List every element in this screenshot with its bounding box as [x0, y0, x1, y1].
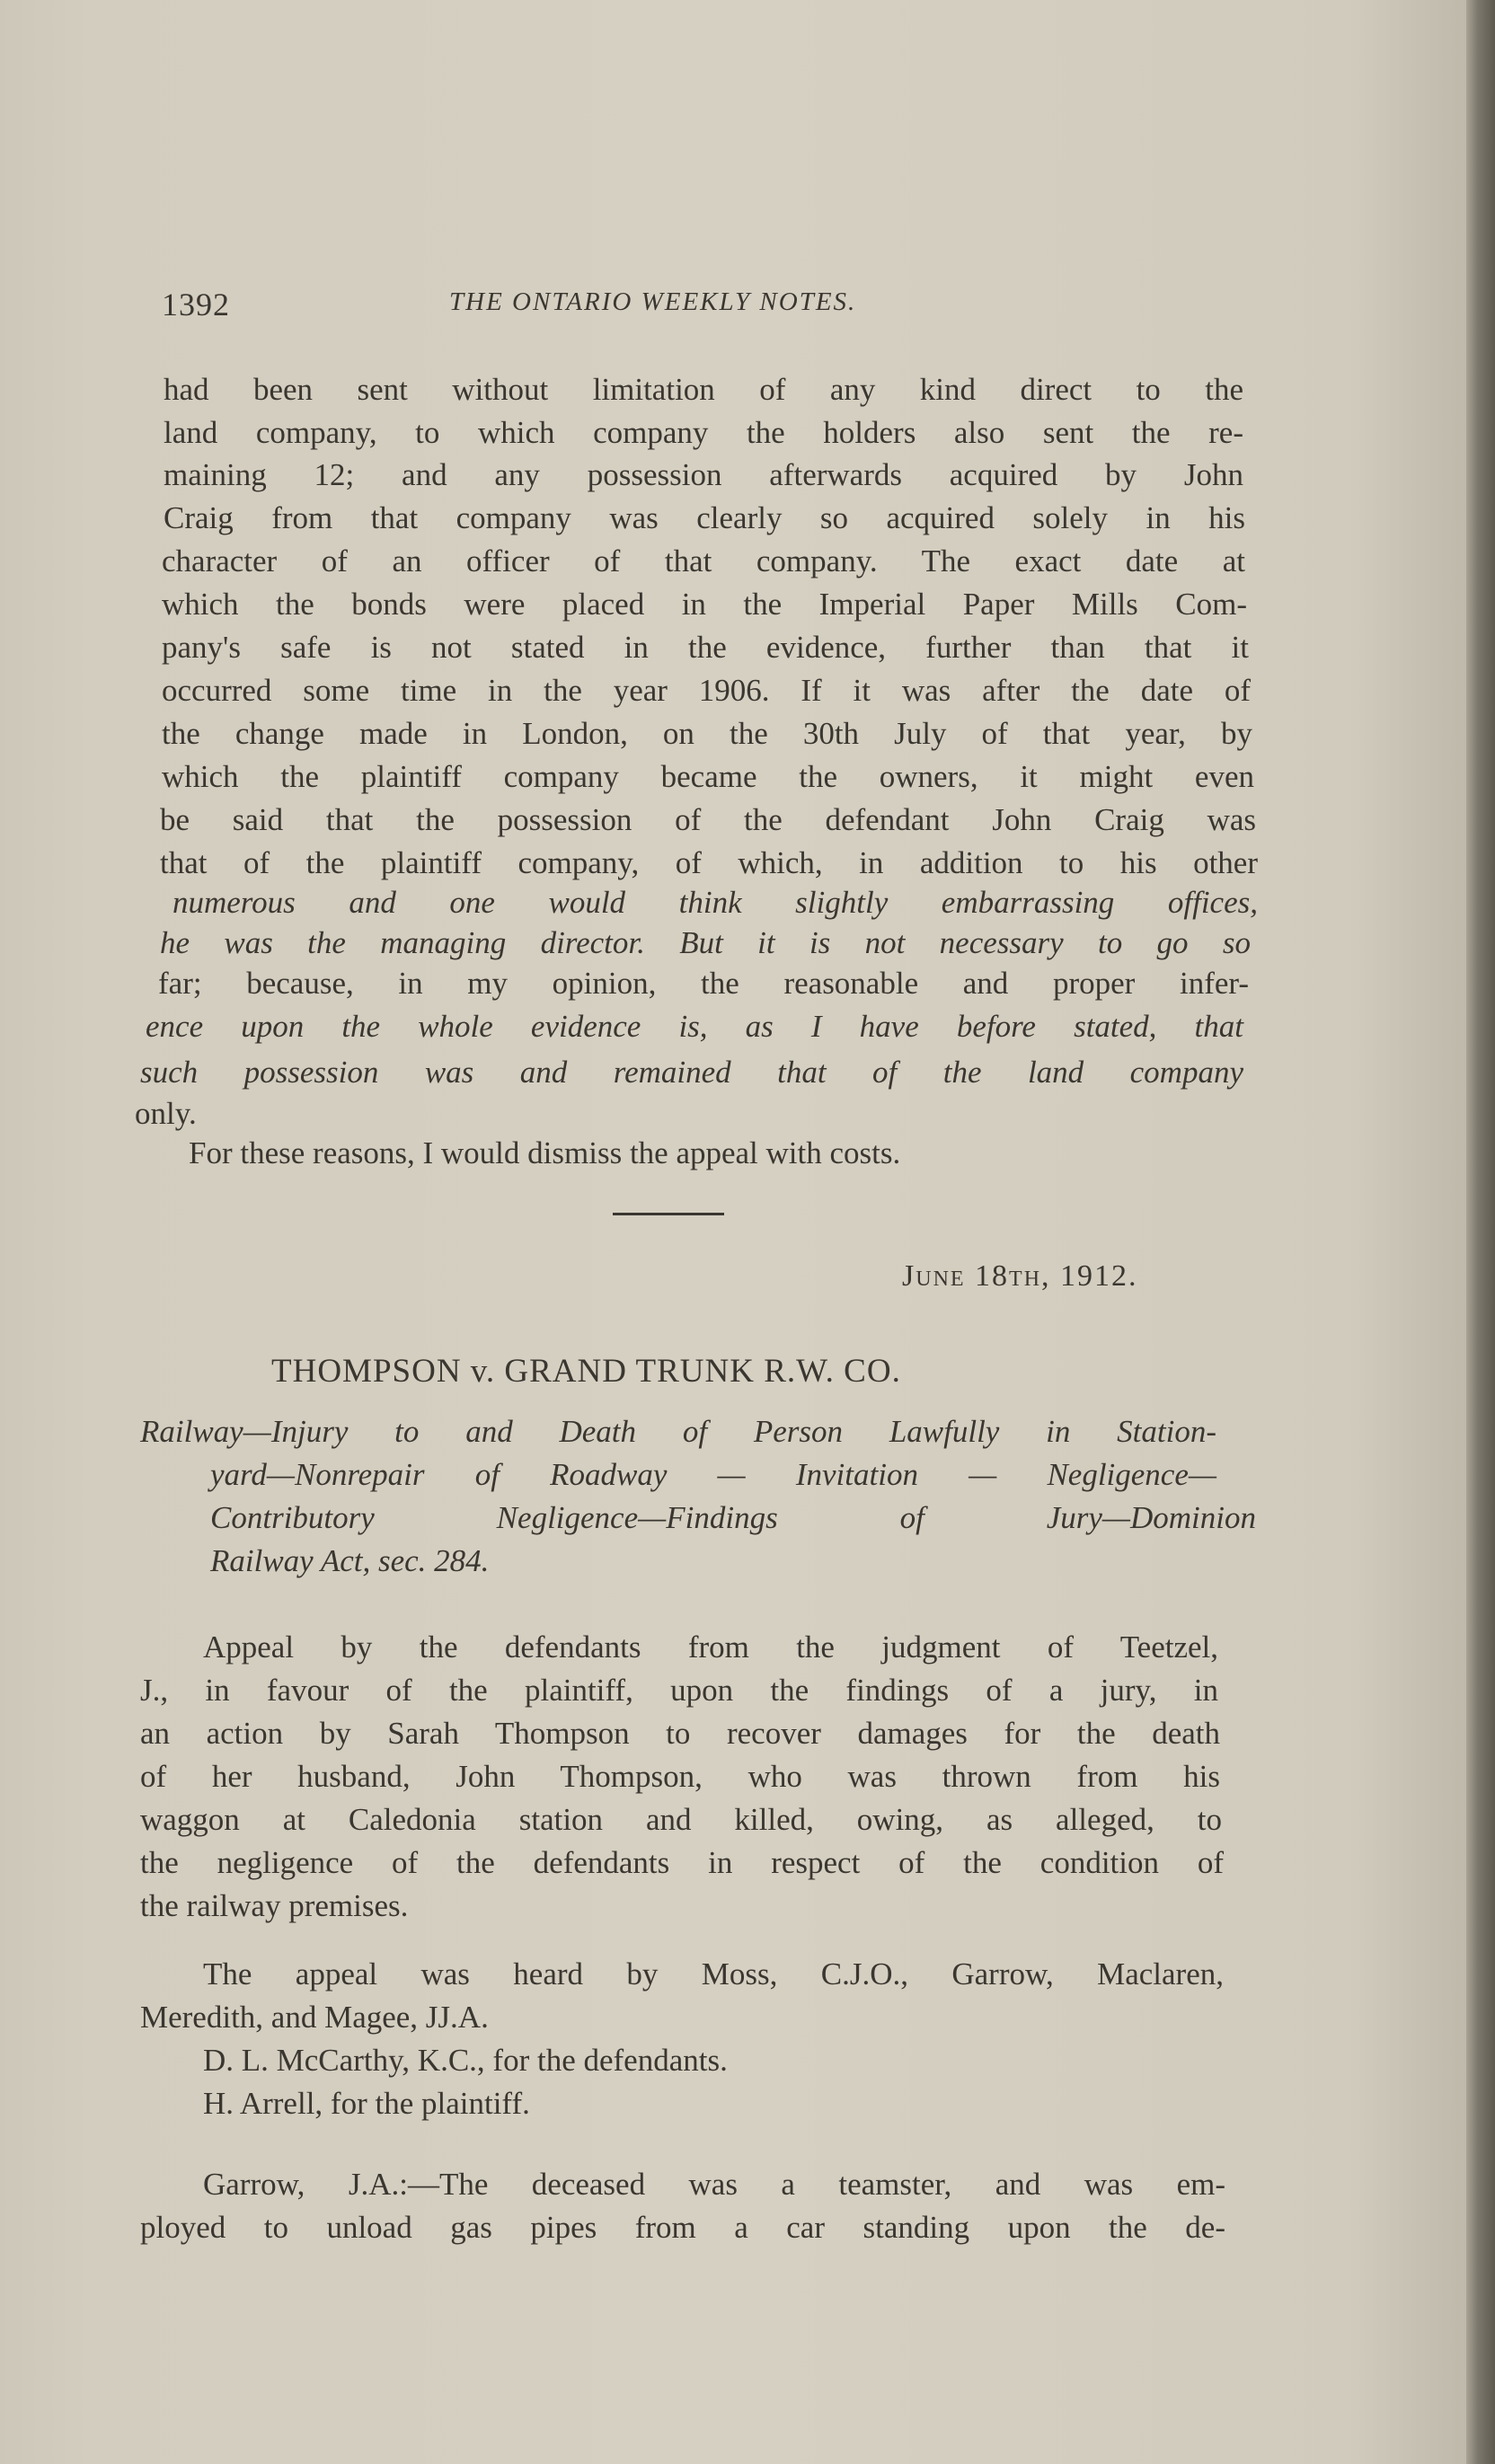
book-spine-edge — [1466, 0, 1495, 2464]
text-line: Garrow, J.A.:—The deceased was a teamster, and was em- — [203, 2167, 1225, 2202]
text-line: be said that the possession of the defendant John Craig was — [160, 802, 1256, 837]
headnote-line: yard—Nonrepair of Roadway — Invitation — Negligence— — [210, 1457, 1216, 1492]
text-line: Appeal by the defendants from the judgment of Teetzel, — [203, 1629, 1218, 1665]
text-line: that of the plaintiff company, of which, in addition to his other — [160, 845, 1258, 880]
text-line: character of an officer of that company. The exact date at — [162, 543, 1245, 578]
text-line: land company, to which company the holders also sent the re- — [164, 415, 1243, 450]
text-line: the change made in London, on the 30th July of that year, by — [162, 716, 1252, 751]
text-line: the railway premises. — [140, 1888, 409, 1923]
text-line: which the bonds were placed in the Imperial Paper Mills Com- — [162, 587, 1247, 622]
text-line: Meredith, and Magee, JJ.A. — [140, 2000, 489, 2035]
text-line: had been sent without limitation of any kind direct to the — [164, 372, 1243, 407]
journal-title: THE ONTARIO WEEKLY NOTES. — [449, 287, 857, 316]
counsel-plaintiff: H. Arrell, for the plaintiff. — [203, 2086, 530, 2121]
text-line: only. — [135, 1096, 197, 1131]
decision-date: June 18th, 1912. — [902, 1259, 1138, 1293]
headnote-line: Railway—Injury to and Death of Person Lawfully in Station- — [140, 1414, 1216, 1449]
text-line: ployed to unload gas pipes from a car standing upon the de- — [140, 2210, 1225, 2245]
counsel-defendants: D. L. McCarthy, K.C., for the defendants. — [203, 2043, 728, 2078]
text-line: occurred some time in the year 1906. If it was after the date of — [162, 673, 1251, 708]
text-line: Craig from that company was clearly so acquired solely in his — [164, 500, 1245, 535]
text-line: far; because, in my opinion, the reasonable and proper infer- — [158, 966, 1249, 1001]
text-line: J., in favour of the plaintiff, upon the findings of a jury, in — [140, 1673, 1218, 1708]
running-head — [162, 286, 1258, 331]
headnote-line: Railway Act, sec. 284. — [210, 1543, 490, 1578]
text-line: of her husband, John Thompson, who was thrown from his — [140, 1759, 1220, 1794]
text-line: which the plaintiff company became the owners, it might even — [162, 759, 1254, 794]
text-line: ence upon the whole evidence is, as I have before stated, that — [146, 1009, 1243, 1044]
text-line: The appeal was heard by Moss, C.J.O., Garrow, Maclaren, — [203, 1956, 1224, 1992]
text-line: the negligence of the defendants in respect of the condition of — [140, 1845, 1224, 1880]
text-line: he was the managing director. But it is not necessary to go so — [160, 925, 1251, 960]
text-line: an action by Sarah Thompson to recover damages for the death — [140, 1716, 1220, 1751]
page-number: 1392 — [162, 287, 230, 322]
text-line: waggon at Caledonia station and killed, owing, as alleged, to — [140, 1802, 1222, 1837]
headnote-line: Contributory Negligence—Findings of Jury—Dominion — [210, 1500, 1256, 1535]
text-line: maining 12; and any possession afterwards acquired by John — [164, 457, 1243, 492]
section-divider — [613, 1213, 724, 1215]
text-line: such possession was and remained that of the land company — [140, 1055, 1243, 1090]
text-line: pany's safe is not stated in the evidence, further than that it — [162, 630, 1249, 665]
closing-line: For these reasons, I would dismiss the appeal with costs. — [189, 1135, 901, 1170]
case-title: THOMPSON v. GRAND TRUNK R.W. CO. — [271, 1353, 901, 1390]
text-line: numerous and one would think slightly embarrassing offices, — [172, 885, 1258, 920]
